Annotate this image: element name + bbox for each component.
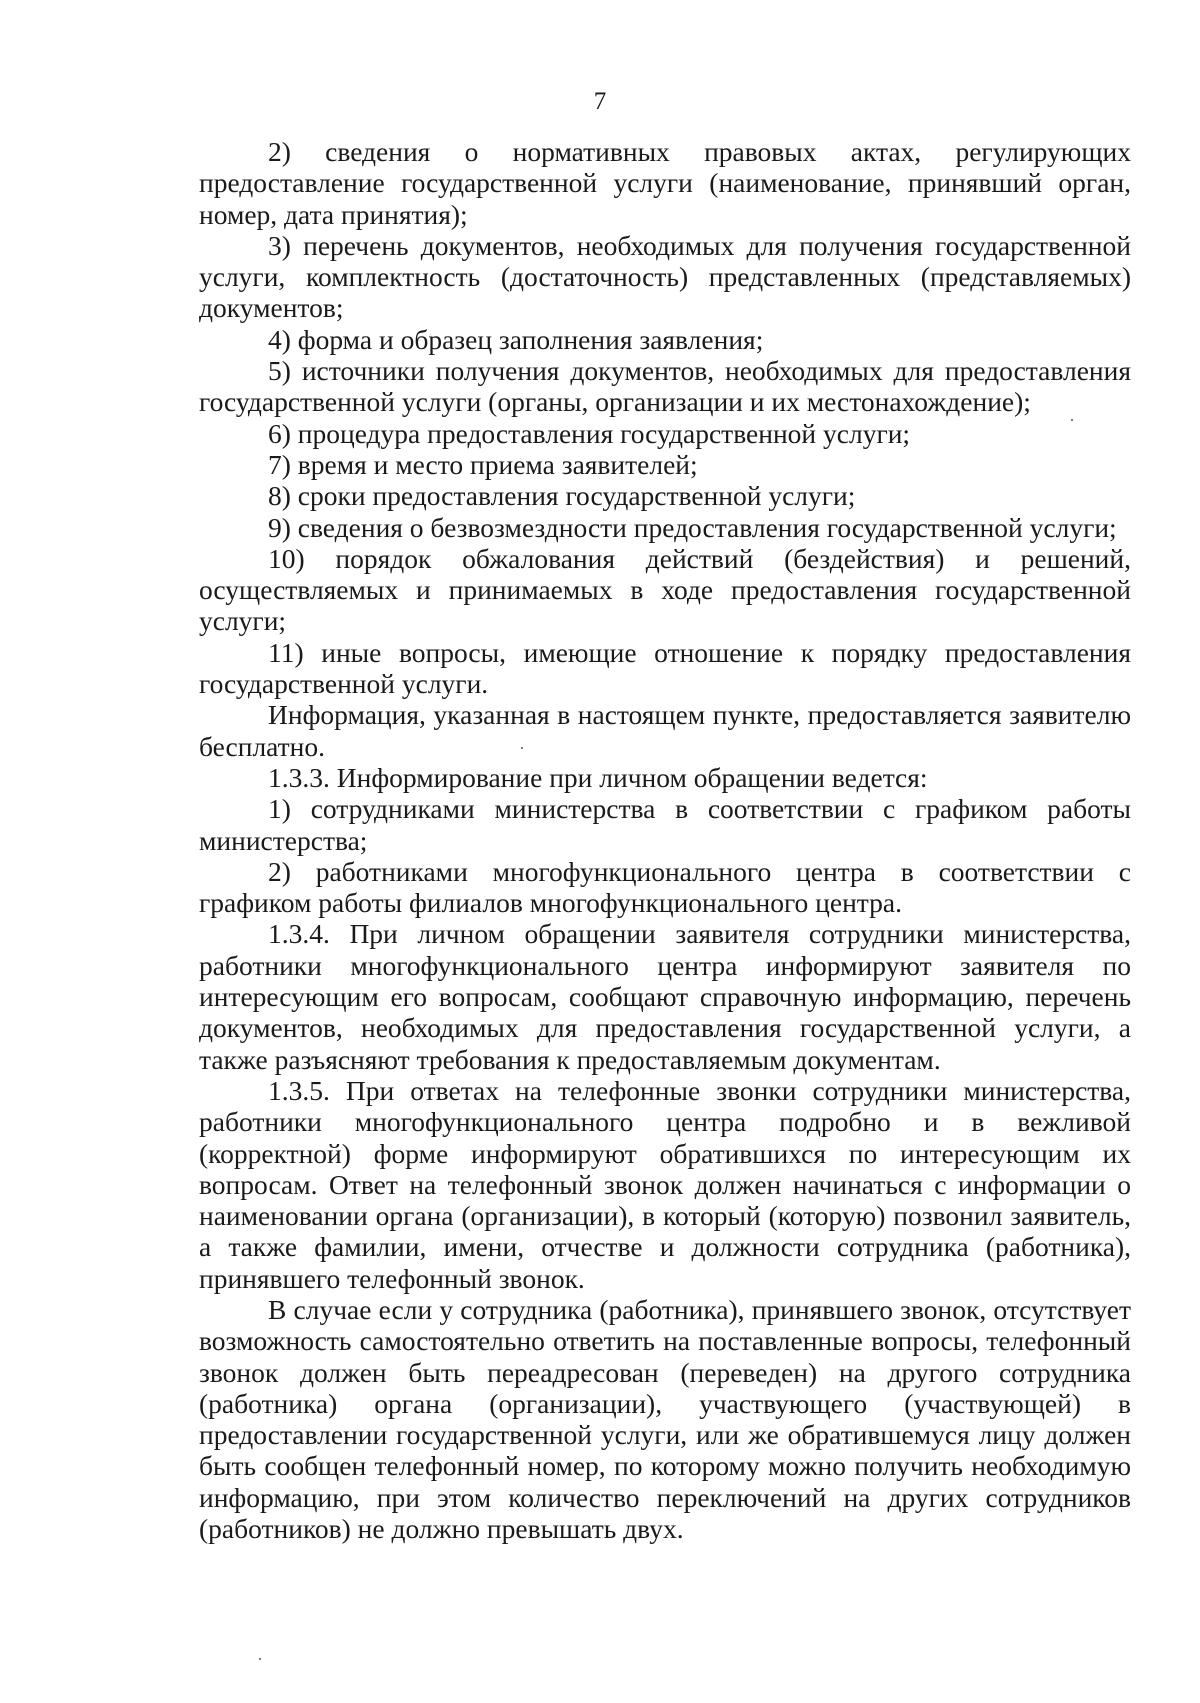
paragraph-item-9: 9) сведения о безвозмездности предоставления государственной услуги;: [268, 511, 1117, 543]
paragraph-redirect-call: В случае если у сотрудника (работника), принявшего звонок, отсутствует возможность самостоятельно ответить на поставленные вопросы, телефонный звонок должен быть переадресован (переведен) на другого сотрудника (работника) органа (организации), участвующего (участвующей) в предоставлении государственной услуги, или же обратившемуся лицу должен быть сообщен телефонный номер, по которому можно получить необходимую информацию, при этом количество переключений на других сотрудников (работников) не должно превышать двух.: [199, 1293, 1131, 1545]
scan-speck: [1071, 419, 1073, 421]
paragraph-item-11: 11) иные вопросы, имеющие отношение к порядку предоставления государственной услуги.: [199, 636, 1131, 700]
page-number: 7: [593, 88, 607, 115]
paragraph-1-3-3-item-2: 2) работниками многофункционального центра в соответствии с графиком работы филиалов многофункционального центра.: [199, 855, 1131, 919]
paragraph-item-7: 7) время и место приема заявителей;: [268, 448, 698, 480]
paragraph-item-3: 3) перечень документов, необходимых для получения государственной услуги, комплектность (достаточность) представленных (представляемых) документов;: [199, 229, 1131, 324]
paragraph-1-3-3-item-1: 1) сотрудниками министерства в соответствии с графиком работы министерства;: [199, 793, 1131, 856]
paragraph-1-3-4: 1.3.4. При личном обращении заявителя сотрудники министерства, работники многофункционального центра информируют заявителя по интересующим его вопросам, сообщают справочную информацию, перечень документов, необходимых для предоставления государственной услуги, а также разъясняют требования к предоставляемым документам.: [199, 918, 1131, 1075]
scan-speck: [521, 747, 523, 749]
paragraph-item-6: 6) процедура предоставления государственной услуги;: [268, 417, 911, 449]
paragraph-item-10: 10) порядок обжалования действий (бездействия) и решений, осуществляемых и принимаемых в ходе предоставления государственной услуги;: [199, 542, 1131, 637]
paragraph-item-4: 4) форма и образец заполнения заявления;: [268, 323, 764, 355]
paragraph-info-free: Информация, указанная в настоящем пункте, предоставляется заявителю бесплатно.: [199, 699, 1131, 762]
paragraph-1-3-5: 1.3.5. При ответах на телефонные звонки сотрудники министерства, работники многофункционального центра подробно и в вежливой (корректной) форме информируют обратившихся по интересующим их вопросам. Ответ на телефонный звонок должен начинаться с информации о наименовании органа (организации), в который (которую) позвонил заявитель, а также фамилии, имени, отчестве и должности сотрудника (работника), принявшего телефонный звонок.: [199, 1074, 1131, 1294]
paragraph-item-2: 2) сведения о нормативных правовых актах, регулирующих предоставление государственной услуги (наименование, принявший орган, номер, дата принятия);: [199, 136, 1131, 230]
document-body: [199, 136, 1131, 1544]
paragraph-item-5: 5) источники получения документов, необходимых для предоставления государственной услуги (органы, организации и их местонахождение);: [199, 355, 1131, 418]
paragraph-item-8: 8) сроки предоставления государственной услуги;: [268, 480, 856, 512]
scan-speck: [259, 1658, 261, 1660]
paragraph-1-3-3: 1.3.3. Информирование при личном обращении ведется:: [268, 761, 928, 793]
